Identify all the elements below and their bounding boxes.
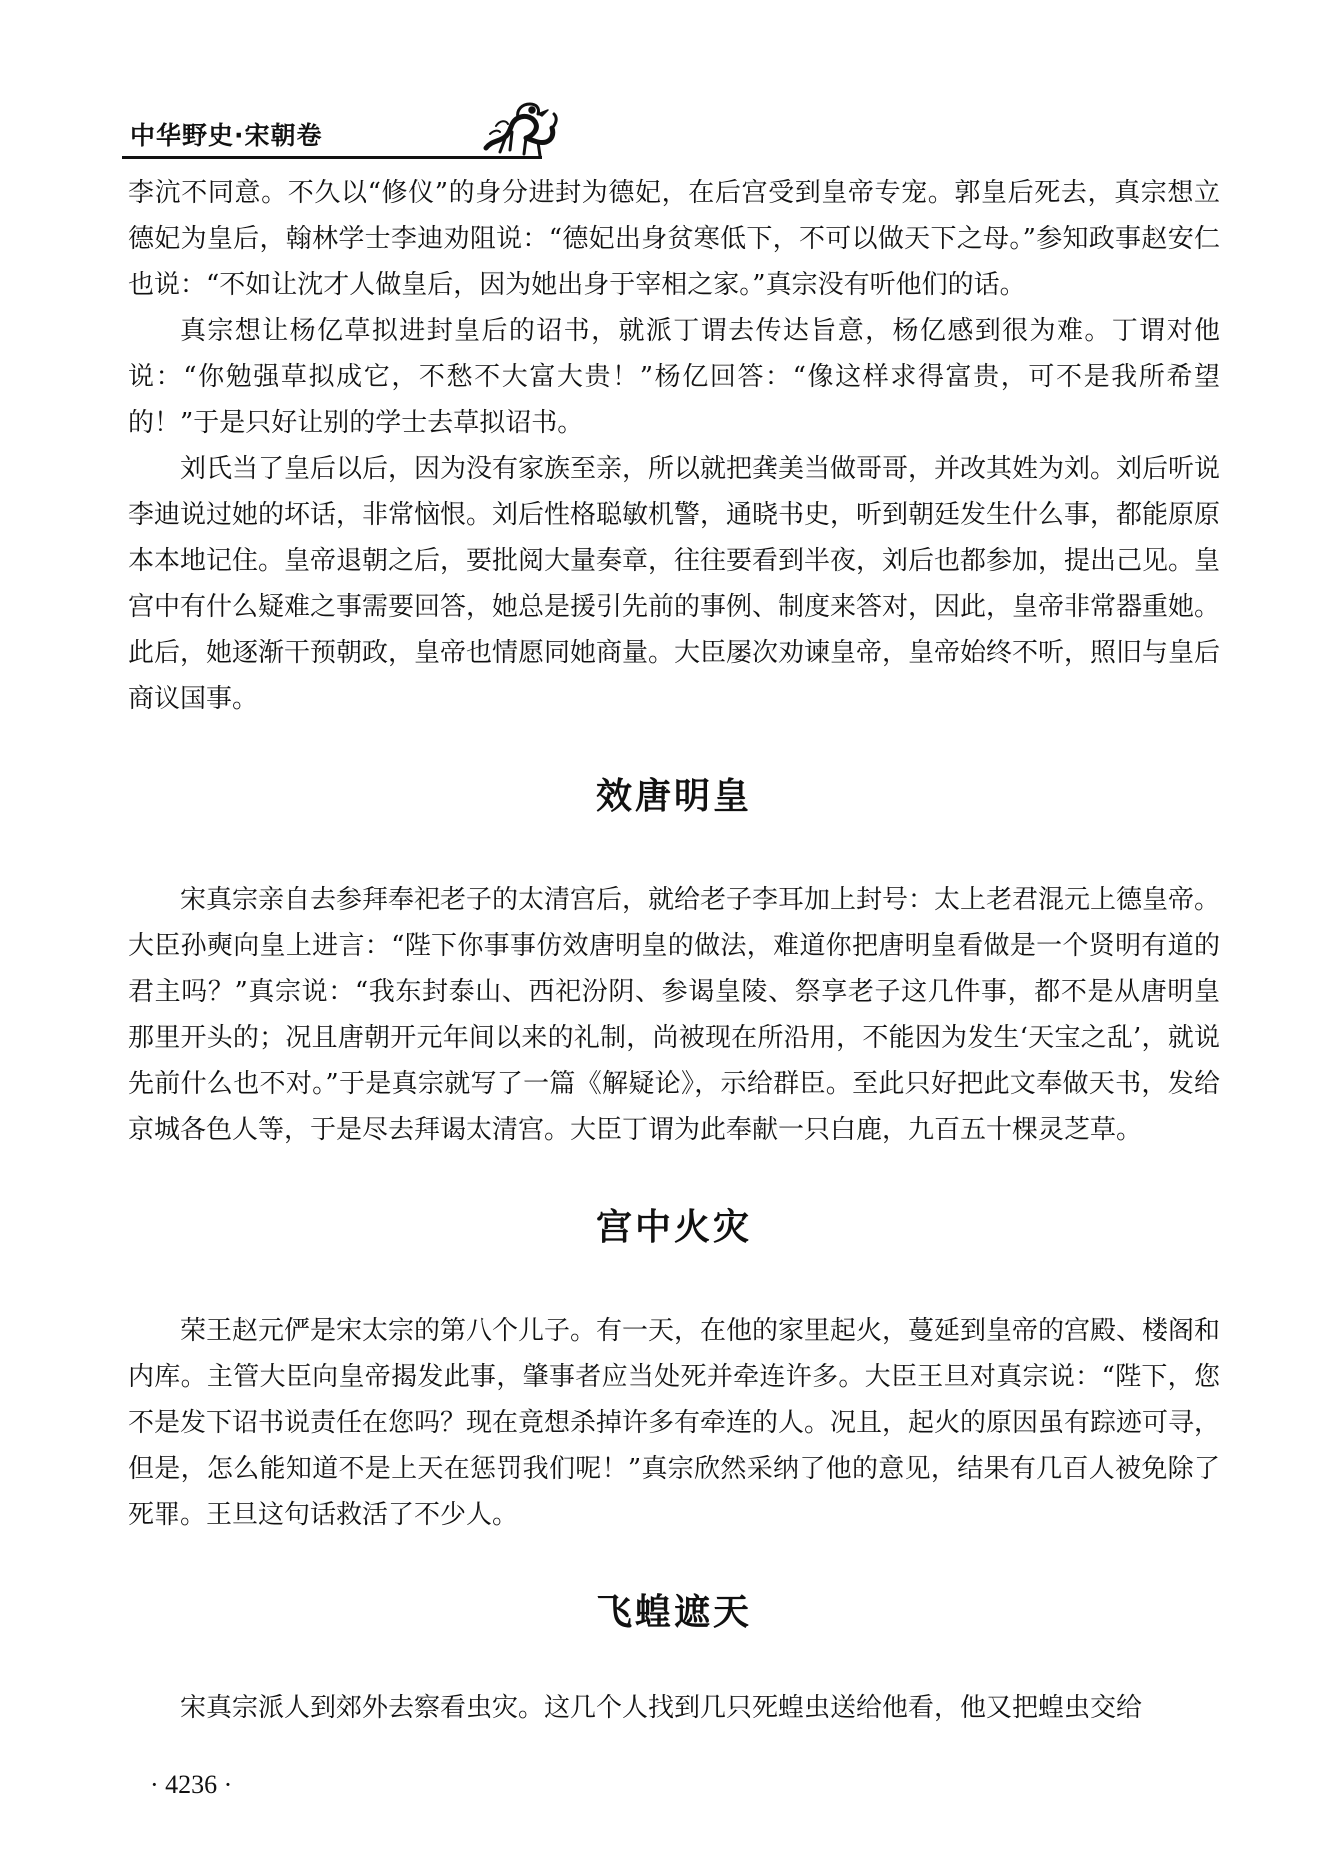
- section-paragraph: 宋真宗派人到郊外去察看虫灾。这几个人找到几只死蝗虫送给他看，他又把蝗虫交给: [180, 1693, 1143, 1723]
- section-title: 宫中火灾: [595, 1207, 752, 1248]
- body-paragraph: 李沆不同意。不久以“修仪”的身分进封为德妃，在后宫受到皇帝专宠。郭皇后死去，真宗想立德妃为皇后，翰林学士李迪劝阻说：“德妃出身贫寒低下，不可以做天下之母。”参知政事赵安仁也说：“不如让沈才人做皇后，因为她出身于宰相之家。”真宗没有听他们的话。: [128, 178, 1220, 300]
- dragon-emblem-icon: [476, 96, 562, 160]
- body-paragraph: 真宗想让杨亿草拟进封皇后的诏书，就派丁谓去传达旨意，杨亿感到很为难。丁谓对他说：“你勉强草拟成它，不愁不大富大贵！”杨亿回答：“像这样求得富贵，可不是我所希望的！”于是只好让别的学士去草拟诏书。: [128, 316, 1220, 438]
- body-paragraph: 刘氏当了皇后以后，因为没有家族至亲，所以就把龚美当做哥哥，并改其姓为刘。刘后听说李迪说过她的坏话，非常恼恨。刘后性格聪敏机警，通晓书史，听到朝廷发生什么事，都能原原本本地记住。皇帝退朝之后，要批阅大量奏章，往往要看到半夜，刘后也都参加，提出己见。皇宫中有什么疑难之事需要回答，她总是援引先前的事例、制度来答对，因此，皇帝非常器重她。此后，她逐渐干预朝政，皇帝也情愿同她商量。大臣屡次劝谏皇帝，皇帝始终不听，照旧与皇后商议国事。: [128, 454, 1221, 714]
- book-title: 中华野史·宋朝卷: [130, 121, 323, 150]
- section-paragraph: 荣王赵元俨是宋太宗的第八个儿子。有一天，在他的家里起火，蔓延到皇帝的宫殿、楼阁和内库。主管大臣向皇帝揭发此事，肇事者应当处死并牵连许多。大臣王旦对真宗说：“陛下，您不是发下诏书说责任在您吗？现在竟想杀掉许多有牵连的人。况且，起火的原因虽有踪迹可寻，但是，怎么能知道不是上天在惩罚我们呢！”真宗欣然采纳了他的意见，结果有几百人被免除了死罪。王旦这句话救活了不少人。: [128, 1316, 1221, 1530]
- page-body: [128, 170, 1220, 1731]
- page-number: · 4236 ·: [150, 1770, 233, 1799]
- section-paragraph: 宋真宗亲自去参拜奉祀老子的太清宫后，就给老子李耳加上封号：太上老君混元上德皇帝。大臣孙奭向皇上进言：“陛下你事事仿效唐明皇的做法，难道你把唐明皇看做是一个贤明有道的君主吗？”真宗说：“我东封泰山、西祀汾阴、参谒皇陵、祭享老子这几件事，都不是从唐明皇那里开头的；况且唐朝开元年间以来的礼制，尚被现在所沿用，不能因为发生‘天宝之乱’，就说先前什么也不对。”于是真宗就写了一篇《解疑论》，示给群臣。至此只好把此文奉做天书，发给京城各色人等，于是尽去拜谒太清宫。大臣丁谓为此奉献一只白鹿，九百五十棵灵芝草。: [128, 885, 1221, 1145]
- section-title: 飞蝗遮天: [595, 1592, 752, 1633]
- section-title: 效唐明皇: [595, 776, 752, 817]
